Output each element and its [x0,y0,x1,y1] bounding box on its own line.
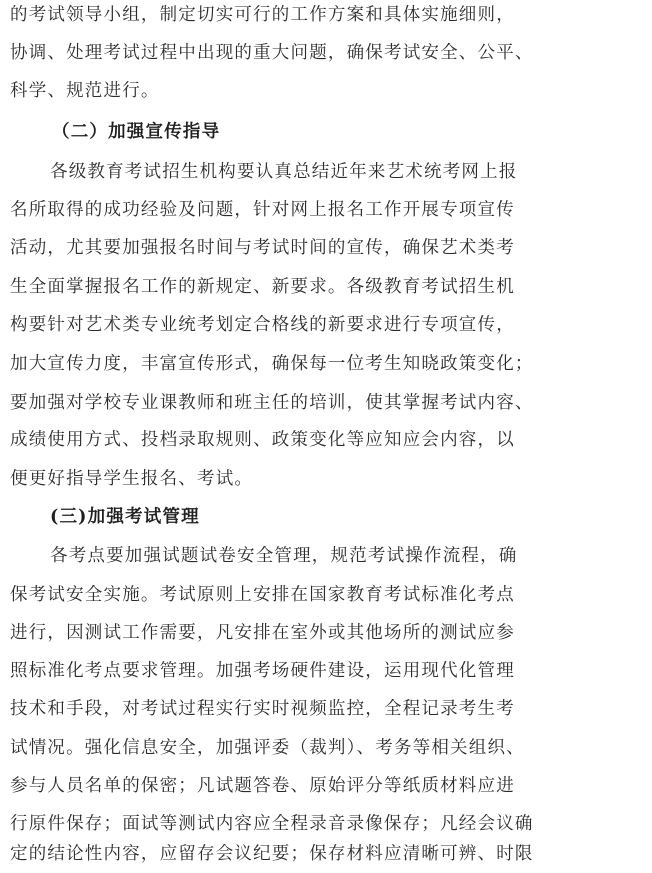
body-text-line: 参与人员名单的保密；凡试题答卷、原始评分等纸质材料应进 [10,776,515,796]
body-text-line: 的考试领导小组，制定切实可行的工作方案和具体实施细则， [10,5,515,25]
body-text-line: 进行，因测试工作需要，凡安排在室外或其他场所的测试应参 [10,623,515,643]
body-text-line: 保考试安全实施。考试原则上安排在国家教育考试标准化考点 [10,585,515,605]
body-text-line: 试情况。强化信息安全，加强评委（裁判）、考务等相关组织、 [10,738,525,758]
body-text-line: 各级教育考试招生机构要认真总结近年来艺术统考网上报 [50,162,518,182]
body-text-line: 要加强对学校专业课教师和班主任的培训，使其掌握考试内容、 [10,393,534,413]
section-heading-2: （二）加强宣传指导 [52,122,221,142]
body-text-line: 各考点要加强试题试卷安全管理，规范考试操作流程，确 [50,546,518,566]
body-text-line: 协调、处理考试过程中出现的重大问题，确保考试安全、公平、 [10,43,534,63]
body-text-line: 加大宣传力度，丰富宣传形式，确保每一位考生知晓政策变化； [10,354,534,374]
section-heading-3: (三)加强考试管理 [50,507,200,527]
body-text-line: 构要针对艺术类专业统考划定合格线的新要求进行专项宣传， [10,315,515,335]
body-text-line: 科学、规范进行。 [10,81,160,101]
body-text-line: 名所取得的成功经验及问题，针对网上报名工作开展专项宣传 [10,200,515,220]
body-text-line: 技术和手段，对考试过程实行实时视频监控，全程记录考生考 [10,699,515,719]
body-text-line: 生全面掌握报名工作的新规定、新要求。各级教育考试招生机 [10,277,515,297]
body-text-line: 活动，尤其要加强报名时间与考试时间的宣传，确保艺术类考 [10,238,515,258]
body-text-line: 便更好指导学生报名、考试。 [10,469,254,489]
body-text-line-cut: 定的结论性内容，应留存会议纪要；保存材料应清晰可辨、时限 [10,844,534,864]
body-text-line: 照标准化考点要求管理。加强考场硬件建设，运用现代化管理 [10,661,515,681]
body-text-line: 行原件保存；面试等测试内容应全程录音录像保存；凡经会议确 [10,814,534,834]
body-text-line: 成绩使用方式、投档录取规则、政策变化等应知应会内容，以 [10,430,515,450]
